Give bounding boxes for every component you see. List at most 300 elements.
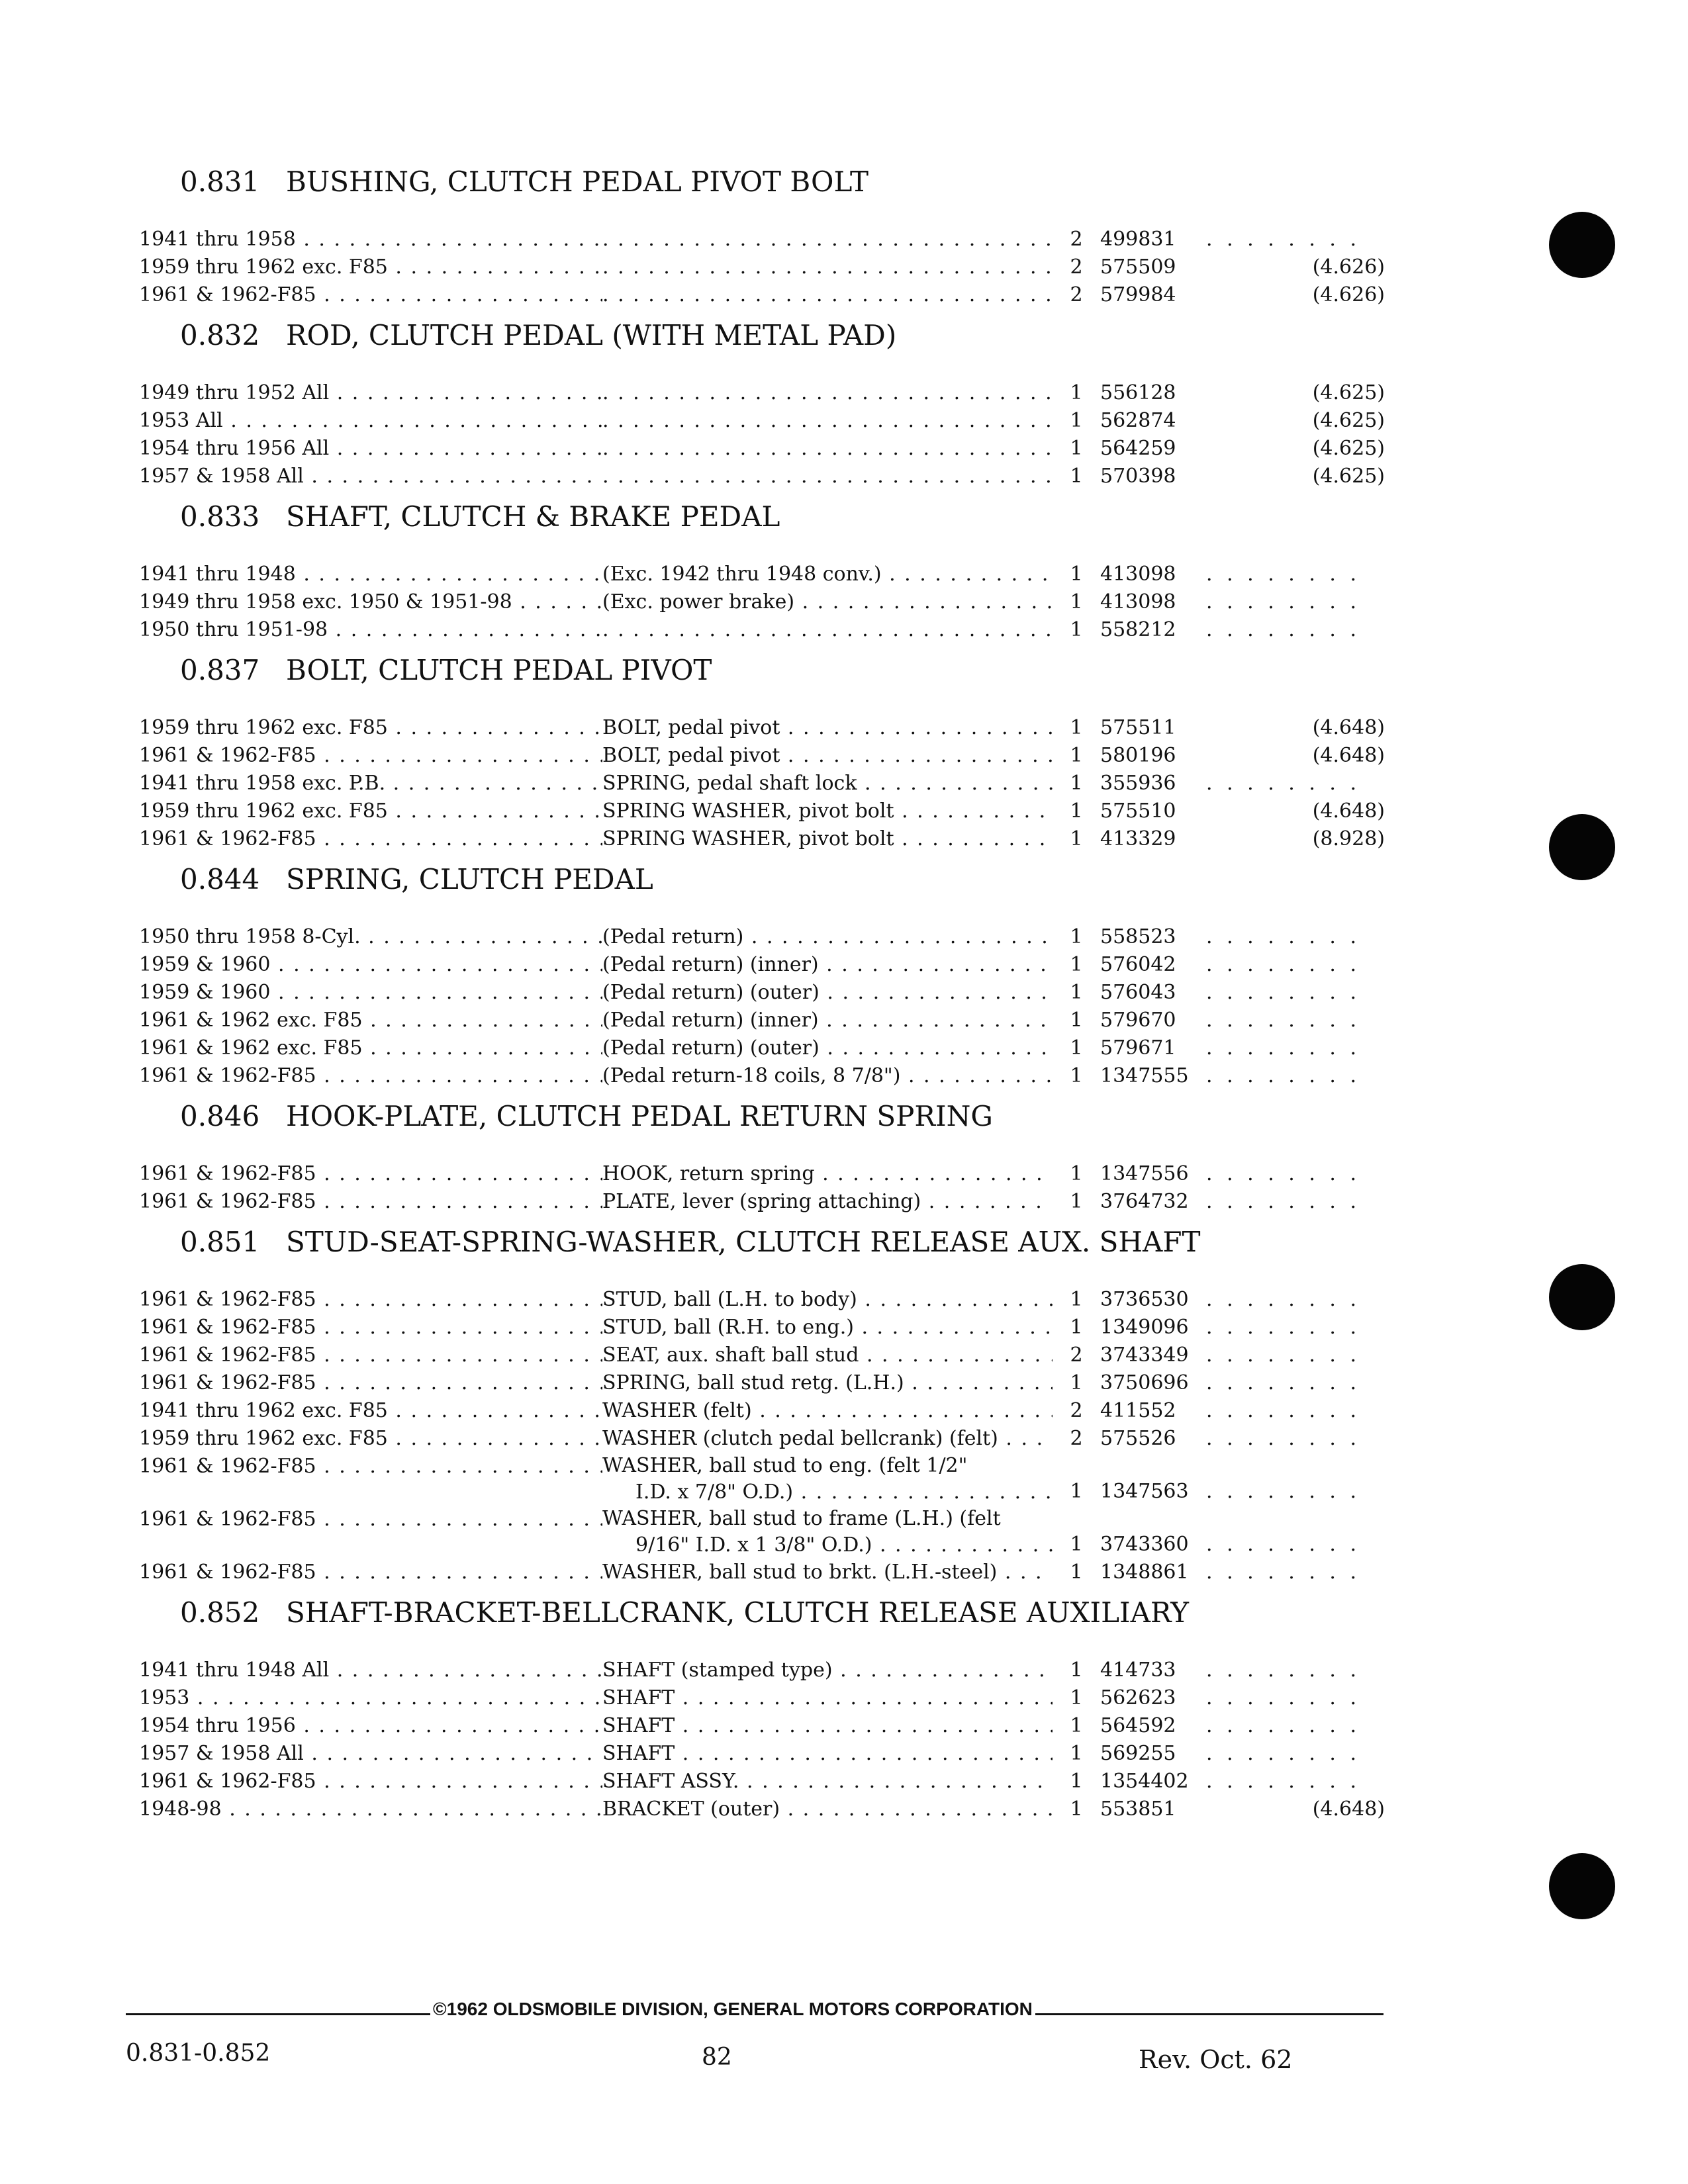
quantity: 1: [1070, 1742, 1083, 1765]
group-reference: (4.648): [1312, 799, 1385, 823]
catalog-row: [139, 253, 1390, 281]
binder-hole-2: [1549, 814, 1615, 880]
description-text: WASHER, ball stud to brkt. (L.H.-steel) . . .: [602, 1561, 1053, 1584]
group-reference: . . . . . . . .: [1206, 1686, 1361, 1709]
model-years-text: 1949 thru 1958 exc. 1950 & 1951-98 . . .: [139, 590, 602, 614]
description-text: [602, 437, 1053, 460]
part-number: 576043: [1100, 981, 1176, 1004]
model-years-text: 1961 & 1962-F85 . . .: [139, 1371, 602, 1394]
description-text: HOOK, return spring . . .: [602, 1162, 1053, 1185]
section-title: SHAFT, CLUTCH & BRAKE PEDAL: [286, 500, 780, 533]
part-number: 414733: [1100, 1659, 1176, 1682]
part-number: 562623: [1100, 1686, 1176, 1709]
model-years: [139, 825, 602, 853]
section-number: 0.832: [180, 319, 260, 351]
part-description: [602, 1286, 1053, 1314]
group-reference: . . . . . . . .: [1206, 563, 1361, 586]
part-description: [602, 588, 1053, 616]
catalog-row: [139, 714, 1390, 742]
model-years: [139, 1425, 602, 1453]
description-text: WASHER, ball stud to eng. (felt 1/2": [602, 1454, 968, 1477]
group-reference: . . . . . . . .: [1206, 1714, 1361, 1737]
description-text: [602, 465, 1053, 488]
model-years: [139, 1034, 602, 1062]
model-years-text: 1953 . . .: [139, 1686, 602, 1709]
description-text: SHAFT ASSY. . . .: [602, 1770, 1053, 1793]
description-text: SPRING, ball stud retg. (L.H.) . . .: [602, 1371, 1053, 1394]
section-heading: [139, 1593, 1390, 1657]
catalog-row: [139, 1796, 1390, 1823]
description-text: [602, 283, 1053, 306]
model-years-text: 1961 & 1962-F85 . . .: [139, 1770, 602, 1793]
description-text: SPRING WASHER, pivot bolt . . .: [602, 799, 1053, 823]
description-text: BOLT, pedal pivot . . .: [602, 744, 1053, 767]
catalog-row: [139, 561, 1390, 588]
part-description: [602, 951, 1053, 979]
section-number: 0.844: [180, 863, 260, 895]
section-heading: [139, 1222, 1390, 1286]
part-description: [602, 281, 1053, 309]
group-reference: . . . . . . . .: [1206, 1288, 1361, 1311]
model-years: [139, 1342, 602, 1369]
part-description: [602, 1188, 1053, 1216]
quantity: 1: [1070, 1316, 1083, 1339]
part-number: 579670: [1100, 1009, 1176, 1032]
quantity: 1: [1070, 1686, 1083, 1709]
part-number: 558212: [1100, 618, 1176, 641]
quantity: 1: [1070, 1288, 1083, 1311]
group-reference: (4.625): [1312, 409, 1385, 432]
group-reference: . . . . . . . .: [1206, 1561, 1361, 1584]
description-text: STUD, ball (L.H. to body) . . .: [602, 1288, 1053, 1311]
part-number: 562874: [1100, 409, 1176, 432]
model-years-text: 1941 thru 1948 . . .: [139, 563, 602, 586]
group-reference: . . . . . . . .: [1206, 1659, 1361, 1682]
model-years: [139, 770, 602, 797]
part-description: [602, 1684, 1053, 1712]
part-number: 413098: [1100, 563, 1176, 586]
catalog-row: [139, 616, 1390, 644]
group-reference: . . . . . . . .: [1206, 618, 1361, 641]
catalog-row: [139, 1369, 1390, 1397]
part-description: [602, 1314, 1053, 1342]
quantity: 1: [1070, 772, 1083, 795]
description-text: [602, 618, 1053, 641]
part-number: 575511: [1100, 716, 1176, 739]
part-description: [602, 561, 1053, 588]
group-reference: (4.626): [1312, 255, 1385, 279]
model-years-text: 1941 thru 1958 . . .: [139, 228, 602, 251]
catalog-section: [139, 316, 1390, 490]
quantity: 1: [1070, 1371, 1083, 1394]
description-text: (Pedal return) . . .: [602, 925, 1053, 948]
group-reference: (4.648): [1312, 716, 1385, 739]
model-years-text: 1953 All . . .: [139, 409, 602, 432]
part-number: 1347563: [1100, 1480, 1189, 1503]
group-reference: . . . . . . . .: [1206, 953, 1361, 976]
group-reference: . . . . . . . .: [1206, 590, 1361, 614]
quantity: 2: [1070, 283, 1083, 306]
group-reference: . . . . . . . .: [1206, 1427, 1361, 1450]
model-years-text: 1950 thru 1951-98 . . .: [139, 618, 602, 641]
group-reference: . . . . . . . .: [1206, 1371, 1361, 1394]
model-years: [139, 1007, 602, 1034]
quantity: 1: [1070, 716, 1083, 739]
model-years-text: 1961 & 1962-F85 . . .: [139, 827, 602, 850]
description-text: SHAFT (stamped type) . . .: [602, 1659, 1053, 1682]
part-description: [602, 379, 1053, 407]
group-reference: . . . . . . . .: [1206, 1064, 1361, 1087]
catalog-row: [139, 825, 1390, 853]
model-years: [139, 797, 602, 825]
model-years-text: 1948-98 . . .: [139, 1797, 602, 1821]
catalog-row: [139, 1657, 1390, 1684]
description-text-continued: 9/16" I.D. x 1 3/8" O.D.) . . .: [602, 1532, 1053, 1559]
model-years-text: 1961 & 1962-F85 . . .: [139, 1343, 602, 1367]
model-years-text: 1961 & 1962 exc. F85 . . .: [139, 1009, 602, 1032]
quantity: 1: [1070, 1036, 1083, 1060]
description-text: (Exc. 1942 thru 1948 conv.) . . .: [602, 563, 1053, 586]
part-number: 579984: [1100, 283, 1176, 306]
group-reference: . . . . . . . .: [1206, 1770, 1361, 1793]
catalog-section: [139, 651, 1390, 853]
part-description: [602, 1740, 1053, 1768]
quantity: 1: [1070, 1190, 1083, 1213]
catalog-row: [139, 435, 1390, 463]
model-years: [139, 616, 602, 644]
part-number: 1354402: [1100, 1770, 1189, 1793]
model-years: [139, 979, 602, 1007]
catalog-row: [139, 1160, 1390, 1188]
model-years: [139, 1453, 602, 1480]
part-description: [602, 1425, 1053, 1453]
description-text: (Pedal return) (inner) . . .: [602, 1009, 1053, 1032]
catalog-row: [139, 742, 1390, 770]
catalog-row: [139, 1684, 1390, 1712]
section-heading: [139, 497, 1390, 561]
model-years: [139, 1314, 602, 1342]
quantity: 1: [1070, 1533, 1083, 1556]
quantity: 2: [1070, 1399, 1083, 1422]
group-reference: (8.928): [1312, 827, 1385, 850]
quantity: 1: [1070, 1009, 1083, 1032]
catalog-row: [139, 281, 1390, 309]
model-years-text: 1961 & 1962-F85 . . .: [139, 1316, 602, 1339]
model-years-text: 1954 thru 1956 All . . .: [139, 437, 602, 460]
quantity: 1: [1070, 1714, 1083, 1737]
model-years: [139, 1369, 602, 1397]
model-years-text: 1961 & 1962-F85 . . .: [139, 1455, 602, 1478]
section-title: HOOK-PLATE, CLUTCH PEDAL RETURN SPRING: [286, 1100, 993, 1132]
part-description: [602, 714, 1053, 742]
part-number: 579671: [1100, 1036, 1176, 1060]
model-years-text: 1959 thru 1962 exc. F85 . . .: [139, 1427, 602, 1450]
quantity: 1: [1070, 1561, 1083, 1584]
part-number: 1347556: [1100, 1162, 1189, 1185]
section-number: 0.852: [180, 1596, 260, 1629]
part-number: 580196: [1100, 744, 1176, 767]
description-text: WASHER (felt) . . .: [602, 1399, 1053, 1422]
description-text: [602, 228, 1053, 251]
quantity: 2: [1070, 1427, 1083, 1450]
catalog-row: [139, 1453, 1390, 1506]
description-text: (Exc. power brake) . . .: [602, 590, 1053, 614]
part-description: [602, 463, 1053, 490]
part-number: 569255: [1100, 1742, 1176, 1765]
quantity: 1: [1070, 381, 1083, 404]
model-years-text: 1941 thru 1958 exc. P.B. . . .: [139, 772, 602, 795]
part-number: 556128: [1100, 381, 1176, 404]
section-title: ROD, CLUTCH PEDAL (WITH METAL PAD): [286, 319, 897, 351]
catalog-row: [139, 1286, 1390, 1314]
catalog-row: [139, 1740, 1390, 1768]
model-years: [139, 1397, 602, 1425]
catalog-row: [139, 1397, 1390, 1425]
catalog-row: [139, 1062, 1390, 1090]
part-description: [602, 797, 1053, 825]
model-years-text: 1959 thru 1962 exc. F85 . . .: [139, 716, 602, 739]
group-reference: . . . . . . . .: [1206, 1162, 1361, 1185]
part-description: [602, 226, 1053, 253]
model-years: [139, 1796, 602, 1823]
quantity: 1: [1070, 827, 1083, 850]
part-description: [602, 1712, 1053, 1740]
section-heading: [139, 1097, 1390, 1160]
model-years: [139, 1684, 602, 1712]
group-reference: . . . . . . . .: [1206, 1399, 1361, 1422]
part-description: [602, 1160, 1053, 1188]
description-text: (Pedal return) (outer) . . .: [602, 981, 1053, 1004]
part-description: [602, 770, 1053, 797]
catalog-row: [139, 379, 1390, 407]
group-reference: . . . . . . . .: [1206, 1190, 1361, 1213]
group-reference: . . . . . . . .: [1206, 1742, 1361, 1765]
model-years: [139, 588, 602, 616]
part-description: [602, 1034, 1053, 1062]
section-number: 0.831: [180, 165, 260, 198]
model-years: [139, 281, 602, 309]
quantity: 1: [1070, 1770, 1083, 1793]
model-years-text: 1959 thru 1962 exc. F85 . . .: [139, 255, 602, 279]
quantity: 2: [1070, 255, 1083, 279]
catalog-section: [139, 1097, 1390, 1216]
part-number: 570398: [1100, 465, 1176, 488]
catalog-row: [139, 1342, 1390, 1369]
part-description: [602, 825, 1053, 853]
part-number: 3743360: [1100, 1533, 1189, 1556]
section-heading: [139, 162, 1390, 226]
model-years: [139, 1740, 602, 1768]
model-years: [139, 253, 602, 281]
model-years-text: 1957 & 1958 All . . .: [139, 465, 602, 488]
binder-hole-1: [1549, 212, 1615, 278]
part-description: [602, 1796, 1053, 1823]
model-years: [139, 1506, 602, 1533]
section-number: 0.837: [180, 654, 260, 686]
part-description: [602, 1369, 1053, 1397]
part-number: 1347555: [1100, 1064, 1189, 1087]
model-years-text: 1961 & 1962-F85 . . .: [139, 1162, 602, 1185]
description-text: PLATE, lever (spring attaching) . . .: [602, 1190, 1053, 1213]
quantity: 1: [1070, 1659, 1083, 1682]
group-reference: . . . . . . . .: [1206, 1009, 1361, 1032]
catalog-section: [139, 1222, 1390, 1586]
part-description: [602, 1397, 1053, 1425]
group-reference: . . . . . . . .: [1206, 925, 1361, 948]
part-description: [602, 435, 1053, 463]
section-number: 0.833: [180, 500, 260, 533]
model-years-text: 1959 thru 1962 exc. F85 . . .: [139, 799, 602, 823]
group-reference: (4.625): [1312, 381, 1385, 404]
model-years-text: 1961 & 1962-F85 . . .: [139, 1288, 602, 1311]
parts-catalog-body: [139, 162, 1390, 1830]
quantity: 1: [1070, 953, 1083, 976]
group-reference: (4.626): [1312, 283, 1385, 306]
group-reference: . . . . . . . .: [1206, 772, 1361, 795]
catalog-row: [139, 1007, 1390, 1034]
catalog-row: [139, 1034, 1390, 1062]
description-text: WASHER, ball stud to frame (L.H.) (felt: [602, 1507, 1001, 1530]
group-reference: . . . . . . . .: [1206, 1480, 1361, 1503]
part-description: [602, 1506, 1053, 1559]
catalog-row: [139, 1425, 1390, 1453]
part-number: 575526: [1100, 1427, 1176, 1450]
model-years: [139, 379, 602, 407]
quantity: 1: [1070, 799, 1083, 823]
quantity: 2: [1070, 1343, 1083, 1367]
description-text: SHAFT . . .: [602, 1714, 1053, 1737]
model-years: [139, 951, 602, 979]
model-years-text: 1961 & 1962 exc. F85 . . .: [139, 1036, 602, 1060]
section-number: 0.846: [180, 1100, 260, 1132]
catalog-row: [139, 923, 1390, 951]
model-years-text: 1949 thru 1952 All . . .: [139, 381, 602, 404]
quantity: 1: [1070, 465, 1083, 488]
page-number: 82: [702, 2044, 732, 2071]
section-heading: [139, 860, 1390, 923]
model-years-text: 1959 & 1960 . . .: [139, 953, 602, 976]
part-description: [602, 1657, 1053, 1684]
part-number: 3750696: [1100, 1371, 1189, 1394]
quantity: 2: [1070, 228, 1083, 251]
model-years-text: 1961 & 1962-F85 . . .: [139, 1190, 602, 1213]
part-number: 411552: [1100, 1399, 1176, 1422]
part-description: [602, 253, 1053, 281]
model-years: [139, 714, 602, 742]
part-description: [602, 979, 1053, 1007]
catalog-row: [139, 588, 1390, 616]
part-number: 1349096: [1100, 1316, 1189, 1339]
quantity: 1: [1070, 563, 1083, 586]
model-years: [139, 742, 602, 770]
description-text: STUD, ball (R.H. to eng.) . . .: [602, 1316, 1053, 1339]
description-text: (Pedal return) (inner) . . .: [602, 953, 1053, 976]
part-number: 553851: [1100, 1797, 1176, 1821]
model-years: [139, 407, 602, 435]
part-number: 413098: [1100, 590, 1176, 614]
part-description: [602, 1559, 1053, 1586]
binder-hole-3: [1549, 1264, 1615, 1330]
model-years: [139, 561, 602, 588]
quantity: 1: [1070, 981, 1083, 1004]
model-years-text: 1941 thru 1948 All . . .: [139, 1659, 602, 1682]
part-description: [602, 616, 1053, 644]
description-text: [602, 409, 1053, 432]
quantity: 1: [1070, 618, 1083, 641]
part-number: 413329: [1100, 827, 1176, 850]
quantity: 1: [1070, 925, 1083, 948]
model-years: [139, 1062, 602, 1090]
part-number: 3743349: [1100, 1343, 1189, 1367]
model-years: [139, 435, 602, 463]
part-number: 576042: [1100, 953, 1176, 976]
description-text-continued: I.D. x 7/8" O.D.) . . .: [602, 1479, 1053, 1506]
section-heading: [139, 651, 1390, 714]
model-years: [139, 1657, 602, 1684]
catalog-row: [139, 1314, 1390, 1342]
group-reference: . . . . . . . .: [1206, 981, 1361, 1004]
catalog-row: [139, 797, 1390, 825]
quantity: 1: [1070, 590, 1083, 614]
catalog-row: [139, 1188, 1390, 1216]
section-number: 0.851: [180, 1226, 260, 1258]
part-description: [602, 1062, 1053, 1090]
description-text: SHAFT . . .: [602, 1742, 1053, 1765]
description-text: SPRING WASHER, pivot bolt . . .: [602, 827, 1053, 850]
model-years: [139, 1160, 602, 1188]
model-years-text: 1957 & 1958 All . . .: [139, 1742, 602, 1765]
part-description: [602, 1007, 1053, 1034]
quantity: 1: [1070, 1064, 1083, 1087]
model-years-text: 1961 & 1962-F85 . . .: [139, 1064, 602, 1087]
description-text: (Pedal return) (outer) . . .: [602, 1036, 1053, 1060]
part-description: [602, 407, 1053, 435]
catalog-row: [139, 979, 1390, 1007]
part-number: 1348861: [1100, 1561, 1189, 1584]
quantity: 1: [1070, 1480, 1083, 1503]
copyright-notice: ©1962 OLDSMOBILE DIVISION, GENERAL MOTORS CORPORATION: [430, 1999, 1035, 2020]
part-description: [602, 1342, 1053, 1369]
part-description: [602, 1768, 1053, 1796]
model-years: [139, 1712, 602, 1740]
description-text: SPRING, pedal shaft lock . . .: [602, 772, 1053, 795]
model-years-text: 1961 & 1962-F85 . . .: [139, 744, 602, 767]
model-years-text: 1941 thru 1962 exc. F85 . . .: [139, 1399, 602, 1422]
model-years: [139, 1768, 602, 1796]
group-reference: . . . . . . . .: [1206, 1533, 1361, 1556]
description-text: BOLT, pedal pivot . . .: [602, 716, 1053, 739]
model-years: [139, 463, 602, 490]
part-number: 499831: [1100, 228, 1176, 251]
part-description: [602, 923, 1053, 951]
group-reference: . . . . . . . .: [1206, 1343, 1361, 1367]
description-text: BRACKET (outer) . . .: [602, 1797, 1053, 1821]
catalog-row: [139, 226, 1390, 253]
part-number: 3764732: [1100, 1190, 1189, 1213]
part-description: [602, 1453, 1053, 1506]
description-text: [602, 255, 1053, 279]
group-reference: (4.625): [1312, 465, 1385, 488]
part-number: 575510: [1100, 799, 1176, 823]
section-title: BOLT, CLUTCH PEDAL PIVOT: [286, 654, 712, 686]
model-years-text: 1959 & 1960 . . .: [139, 981, 602, 1004]
description-text: WASHER (clutch pedal bellcrank) (felt) . . .: [602, 1427, 1053, 1450]
catalog-row: [139, 770, 1390, 797]
section-heading: [139, 316, 1390, 379]
revision-date: Rev. Oct. 62: [1139, 2045, 1293, 2074]
catalog-row: [139, 1712, 1390, 1740]
catalog-section: [139, 162, 1390, 309]
